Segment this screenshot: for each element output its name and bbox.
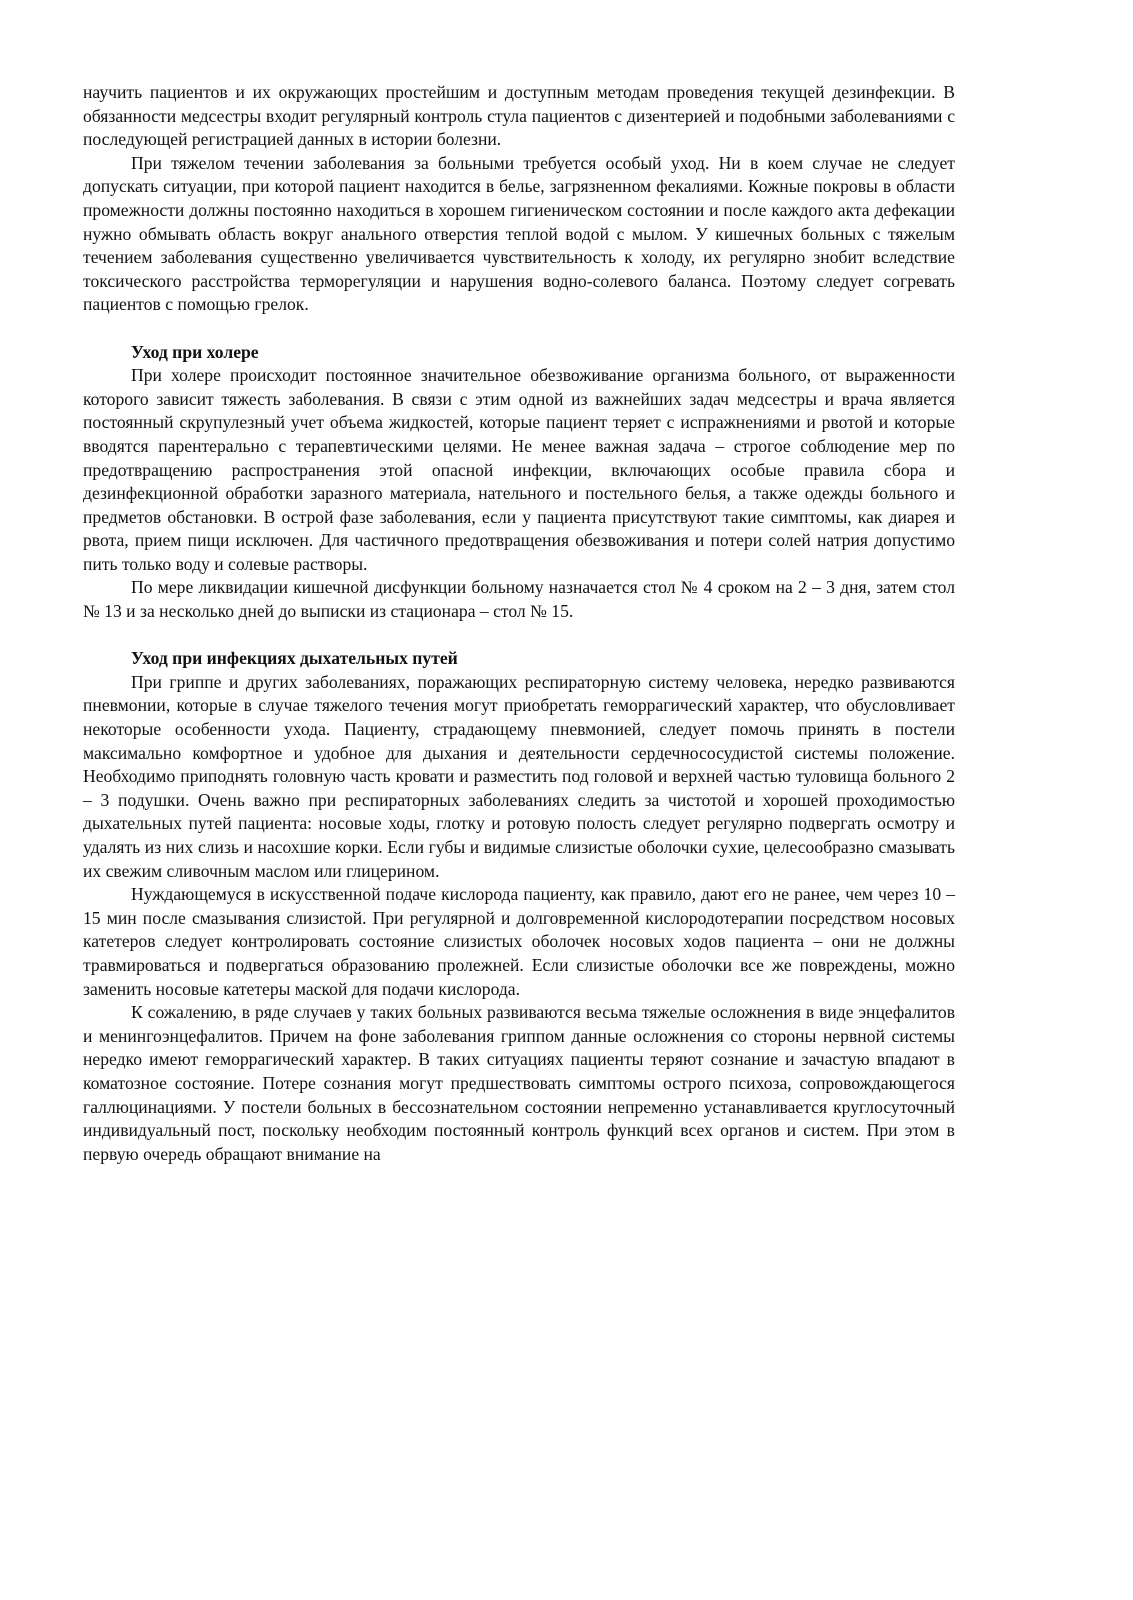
section-spacer <box>83 317 955 341</box>
paragraph-respiratory-1: При гриппе и других заболеваниях, поражающих респираторную систему человека, нередко развиваются пневмонии, которые в случае тяжелого течения могут приобретать геморрагический характер, что обусловливает некоторые особенности ухода. Пациенту, страдающему пневмонией, следует помочь принять в постели максимально комфортное и удобное для дыхания и деятельности сердечнососудистой системы положение. Необходимо приподнять головную часть кровати и разместить под головой и верхней частью туловища больного 2 – 3 подушки. Очень важно при респираторных заболеваниях следить за чистотой и хорошей проходимостью дыхательных путей пациента: носовые ходы, глотку и ротовую полость следует регулярно подвергать осмотру и удалять из них слизь и насохшие корки. Если губы и видимые слизистые оболочки сухие, целесообразно смазывать их свежим сливочным маслом или глицерином. <box>83 671 955 881</box>
paragraph-severe-course: При тяжелом течении заболевания за больными требуется особый уход. Ни в коем случае не следует допускать ситуации, при которой пациент находится в белье, загрязненном фекалиями. Кожные покровы в области промежности должны постоянно находиться в хорошем гигиеническом состоянии и после каждого акта дефекации нужно обмывать область вокруг анального отверстия теплой водой с мылом. У кишечных больных с тяжелым течением заболевания существенно увеличивается чувствительность к холоду, их регулярно знобит вследствие токсического расстройства терморегуляции и нарушения водно-солевого баланса. Поэтому следует согревать пациентов с помощью грелок. <box>83 152 955 315</box>
section-spacer <box>83 624 955 648</box>
paragraph-respiratory-3: К сожалению, в ряде случаев у таких больных развиваются весьма тяжелые осложнения в виде энцефалитов и менингоэнцефалитов. Причем на фоне заболевания гриппом данные осложнения со стороны нервной системы нередко имеют геморрагический характер. В таких ситуациях пациенты теряют сознание и зачастую впадают в коматозное состояние. Потере сознания могут предшествовать симптомы острого психоза, сопровождающегося галлюцинациями. У постели больных в бессознательном состоянии непременно устанавливается круглосуточный индивидуальный пост, поскольку необходим постоянный контроль функций всех органов и систем. При этом в первую очередь обращают внимание на <box>83 1002 955 1164</box>
paragraph-cholera-1: При холере происходит постоянное значительное обезвоживание организма больного, от выраженности которого зависит тяжесть заболевания. В связи с этим одной из важнейших задач медсестры и врача является постоянный скрупулезный учет объема жидкостей, которые пациент теряет с испражнениями и рвотой и которые вводятся парентерально с терапевтическими целями. Не менее важная задача – строгое соблюдение мер по предотвращению распространения этой опасной инфекции, включающих особые правила сбора и дезинфекционной обработки заразного материала, нательного и постельного белья, а также одежды больного и предметов обстановки. В острой фазе заболевания, если у пациента присутствуют такие симптомы, как диарея и рвота, прием пищи исключен. Для частичного предотвращения обезвоживания и потери солей натрия допустимо пить только воду и солевые растворы. <box>83 365 955 574</box>
heading-cholera-care: Уход при холере <box>131 341 259 362</box>
heading-respiratory-care: Уход при инфекциях дыхательных путей <box>131 648 458 669</box>
paragraph-intro: научить пациентов и их окружающих простейшим и доступным методам проведения текущей дезинфекции. В обязанности медсестры входит регулярный контроль стула пациентов с дизентерией и подобными заболеваниями с последующей регистрацией данных в истории болезни. <box>83 82 955 150</box>
document-page <box>83 81 955 1166</box>
paragraph-cholera-2: По мере ликвидации кишечной дисфункции больному назначается стол № 4 сроком на 2 – 3 дня, затем стол № 13 и за несколько дней до выписки из стационара – стол № 15. <box>83 577 955 622</box>
paragraph-respiratory-2: Нуждающемуся в искусственной подаче кислорода пациенту, как правило, дают его не ранее, чем через 10 – 15 мин после смазывания слизистой. При регулярной и долговременной кислородотерапии посредством носовых катетеров следует контролировать состояние слизистых оболочек носовых ходов пациента – они не должны травмироваться и подвергаться образованию пролежней. Если слизистые оболочки все же повреждены, можно заменить носовые катетеры маской для подачи кислорода. <box>83 884 955 999</box>
